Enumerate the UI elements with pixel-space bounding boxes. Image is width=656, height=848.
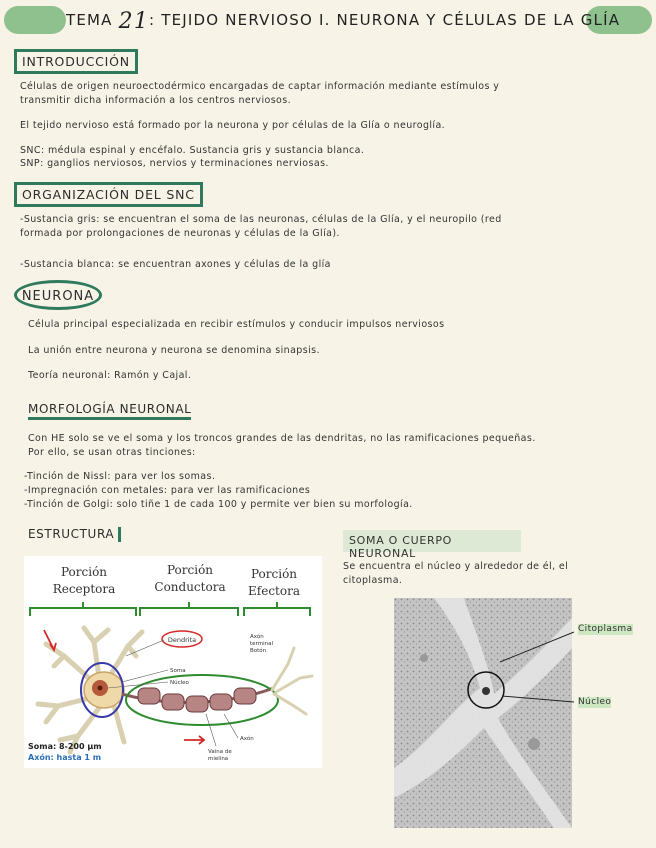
header-pill-left (4, 6, 66, 34)
col2-title-1: Porción (166, 563, 214, 577)
myelin-segments (138, 688, 256, 712)
col3-title-1: Porción (250, 567, 298, 581)
morfo-tinciones: -Tinción de Nissl: para ver los somas. -Impregnación con metales: para ver las ramificaciones -Tinción de Golgi: solo tiñe 1 de cada 100 y permite ver bien su morfología. (24, 471, 413, 510)
intro-heading: INTRODUCCIÓN (14, 49, 138, 74)
soma-size: Soma: 8-200 µm (28, 742, 102, 751)
estructura-heading: ESTRUCTURA (28, 527, 121, 542)
bracket-receptora (30, 602, 136, 616)
neurona-heading: NEURONA (14, 280, 102, 310)
col1-title-2: Receptora (52, 582, 116, 596)
neuron-diagram (24, 556, 322, 768)
neurona-def: Célula principal especializada en recibir estímulos y conducir impulsos nerviosos (28, 319, 445, 330)
intro-p2: El tejido nervioso está formado por la neurona y por células de la Glía o neuroglía. (20, 120, 446, 131)
label-axon: Axón (240, 736, 254, 742)
label-vaina-2: mielina (208, 756, 229, 762)
label-soma: Soma (170, 668, 186, 674)
col1-title-1: Porción (60, 565, 108, 579)
intro-snp: SNP: ganglios nerviosos, nervios y terminaciones nerviosas. (20, 158, 329, 169)
neuron-diagram-svg (24, 556, 322, 768)
org-gris: -Sustancia gris: se encuentran el soma de las neuronas, células de la Glía, y el neuropilo (red formada por prolongaciones de neuronas y células de la Glía). (20, 214, 502, 239)
label-nucleo-micro: Núcleo (578, 697, 612, 707)
col3-title-2: Efectora (248, 584, 300, 598)
intro-p1: Células de origen neuroectodérmico encargadas de captar información mediante estímulos y transmitir dicha información a los centros nerviosos. (20, 81, 500, 106)
label-axon-terminal-3: Botón (250, 648, 267, 654)
label-vaina-1: Vaina de (208, 749, 232, 755)
topic-number: 21 (118, 9, 150, 34)
label-axon-terminal-1: Axón (250, 634, 264, 640)
label-citoplasma: Citoplasma (578, 624, 633, 634)
soma-text: Se encuentra el núcleo y alrededor de él, el citoplasma. (343, 561, 569, 586)
neurona-sinapsis: La unión entre neurona y neurona se denomina sinapsis. (28, 345, 320, 356)
org-blanca: -Sustancia blanca: se encuentran axones y células de la glía (20, 259, 331, 270)
bracket-conductora (140, 602, 238, 616)
soma-heading: SOMA O CUERPO NEURONAL (343, 530, 521, 552)
morfo-intro: Con HE solo se ve el soma y los troncos grandes de las dendritas, no las ramificaciones pequeñas. Por ello, se usan otras tinciones: (28, 433, 536, 458)
org-heading: ORGANIZACIÓN DEL SNC (14, 182, 203, 207)
col2-title-2: Conductora (154, 580, 226, 594)
nucleolus-shape (98, 686, 103, 691)
intro-snc: SNC: médula espinal y encéfalo. Sustancia gris y sustancia blanca. (20, 145, 365, 156)
neurona-teoria: Teoría neuronal: Ramón y Cajal. (28, 370, 192, 381)
axon-size: Axón: hasta 1 m (28, 753, 102, 762)
bracket-efectora (244, 602, 310, 616)
label-nucleo: Núcleo (170, 680, 189, 686)
page-title: TEMA 21: TEJIDO NERVIOSO I. NEURONA Y CÉLULAS DE LA GLÍA (66, 9, 621, 34)
label-axon-terminal-2: terminal (250, 641, 273, 647)
label-dendrita: Dendrita (167, 636, 197, 644)
morfo-heading: MORFOLOGÍA NEURONAL (28, 402, 191, 420)
